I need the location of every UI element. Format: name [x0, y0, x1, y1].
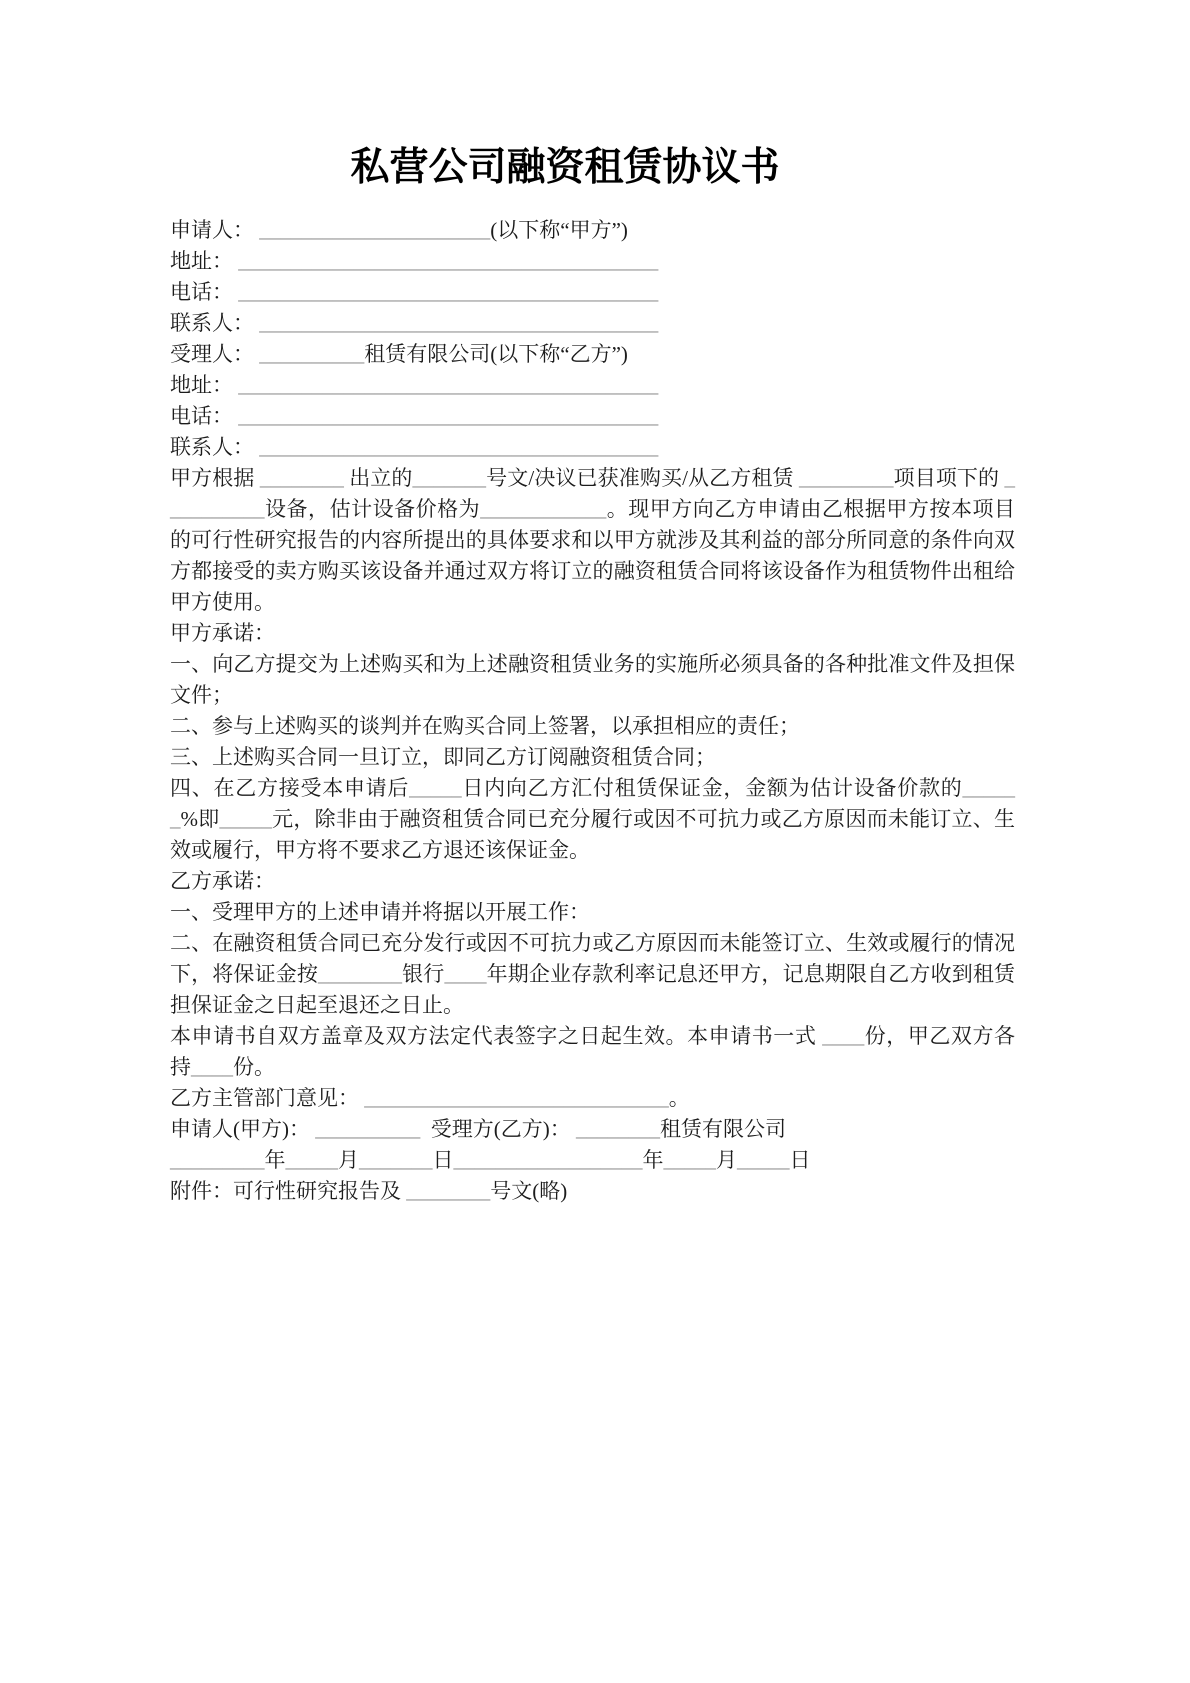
address-party-a-line: 地址： ________________________________________ [170, 248, 659, 273]
fill-in-blank: _________ [798, 465, 894, 490]
fill-in-blank: ______________________________________ [259, 310, 659, 335]
fill-in-blank: ________________________________________ [238, 403, 659, 428]
fill-in-blank: _______ [359, 1147, 433, 1172]
fill-in-blank: ____ [444, 961, 487, 986]
fill-in-blank: ________________________________________ [238, 372, 659, 397]
main-application-paragraph: 甲方根据 ________ 出立的_______号文/决议已获准购买/从乙方租赁 _________项目项下的 __________设备，估计设备价格为____________。现甲方向乙方申请由乙根据甲方按本项目的可行性研究报告的内容所提出的具体要求和以甲方就涉及其利益的部分所同意的条件向双方都接受的卖方购买该设备并通过双方将订立的融资租赁合同将该设备作为租赁物件出租给甲方使用。 [170, 465, 1016, 614]
fill-in-blank: ________ [318, 961, 402, 986]
fill-in-blank: __________ [170, 465, 1016, 521]
attachment-line: 附件：可行性研究报告及 ________号文(略) [170, 1178, 568, 1203]
fill-in-blank: ____ [191, 1054, 233, 1079]
fill-in-blank: __________ [315, 1116, 421, 1141]
phone-party-b-line: 电话： ________________________________________ [170, 403, 659, 428]
phone-party-a-line: 电话： ________________________________________ [170, 279, 659, 304]
party-b-promise-item-1: 一、受理甲方的上述申请并将据以开展工作： [170, 899, 590, 924]
fill-in-blank: ______ [170, 775, 1015, 831]
fill-in-blank: _____ [285, 1147, 338, 1172]
document-body [170, 215, 1015, 1207]
party-b-promise-item-2: 二、在融资租赁合同已充分发行或因不可抗力或乙方原因而未能签订立、生效或履行的情况下，将保证金按________银行____年期企业存款利率记息还甲方，记息期限自乙方收到租赁担保证金之日起至退还之日止。 [170, 930, 1016, 1017]
fill-in-blank: ____________ [480, 496, 607, 521]
fill-in-blank: _____ [663, 1147, 716, 1172]
applicant-party-a-line: 申请人： ______________________(以下称“甲方”) [170, 217, 628, 242]
fill-in-blank: ________ [406, 1178, 491, 1203]
fill-in-blank: _____________________________ [364, 1085, 669, 1110]
party-b-department-opinion-line: 乙方主管部门意见： _____________________________。 [170, 1085, 690, 1110]
party-a-promise-item-3: 三、上述购买合同一旦订立，即同乙方订阅融资租赁合同； [170, 744, 716, 769]
contact-party-b-line: 联系人： ______________________________________ [170, 434, 659, 459]
fill-in-blank: _________ [170, 1147, 265, 1172]
fill-in-blank: _____ [737, 1147, 790, 1172]
party-a-promise-item-1: 一、向乙方提交为上述购买和为上述融资租赁业务的实施所必须具备的各种批准文件及担保文件； [170, 651, 1015, 707]
fill-in-blank: ________ [259, 465, 344, 490]
date-line: _________年_____月_______日__________________年_____月_____日 [170, 1147, 811, 1172]
fill-in-blank: ________ [576, 1116, 660, 1141]
fill-in-blank: ________________________________________ [238, 279, 659, 304]
document-title: 私营公司融资租赁协议书 [350, 146, 780, 189]
signature-line: 申请人(甲方)： __________ 受理方(乙方)： ________租赁有限公司 [170, 1116, 786, 1141]
party-a-promise-item-4: 四、在乙方接受本申请后_____日内向乙方汇付租赁保证金，金额为估计设备价款的______%即_____元，除非由于融资租赁合同已充分履行或因不可抗力或乙方原因而未能订立、生效或履行，甲方将不要求乙方退还该保证金。 [170, 775, 1015, 862]
fill-in-blank: ______________________ [259, 217, 491, 242]
contact-party-a-line: 联系人： ______________________________________ [170, 310, 659, 335]
fill-in-blank: ________________________________________ [238, 248, 659, 273]
fill-in-blank: ______________________________________ [259, 434, 659, 459]
fill-in-blank: ____ [822, 1023, 865, 1048]
fill-in-blank: _______ [412, 465, 487, 490]
fill-in-blank: __________ [259, 341, 365, 366]
acceptor-party-b-line: 受理人： __________租赁有限公司(以下称“乙方”) [170, 341, 628, 366]
address-party-b-line: 地址： ________________________________________ [170, 372, 659, 397]
effectiveness-and-copies-paragraph: 本申请书自双方盖章及双方法定代表签字之日起生效。本申请书一式 ____份，甲乙双方各持____份。 [170, 1023, 1016, 1079]
contract-document [170, 146, 1015, 1207]
party-a-promise-heading: 甲方承诺： [170, 620, 275, 645]
fill-in-blank: __________________ [453, 1147, 643, 1172]
party-b-promise-heading: 乙方承诺： [170, 868, 275, 893]
fill-in-blank: _____ [219, 806, 272, 831]
party-a-promise-item-2: 二、参与上述购买的谈判并在购买合同上签署，以承担相应的责任； [170, 713, 800, 738]
fill-in-blank: _____ [409, 775, 462, 800]
